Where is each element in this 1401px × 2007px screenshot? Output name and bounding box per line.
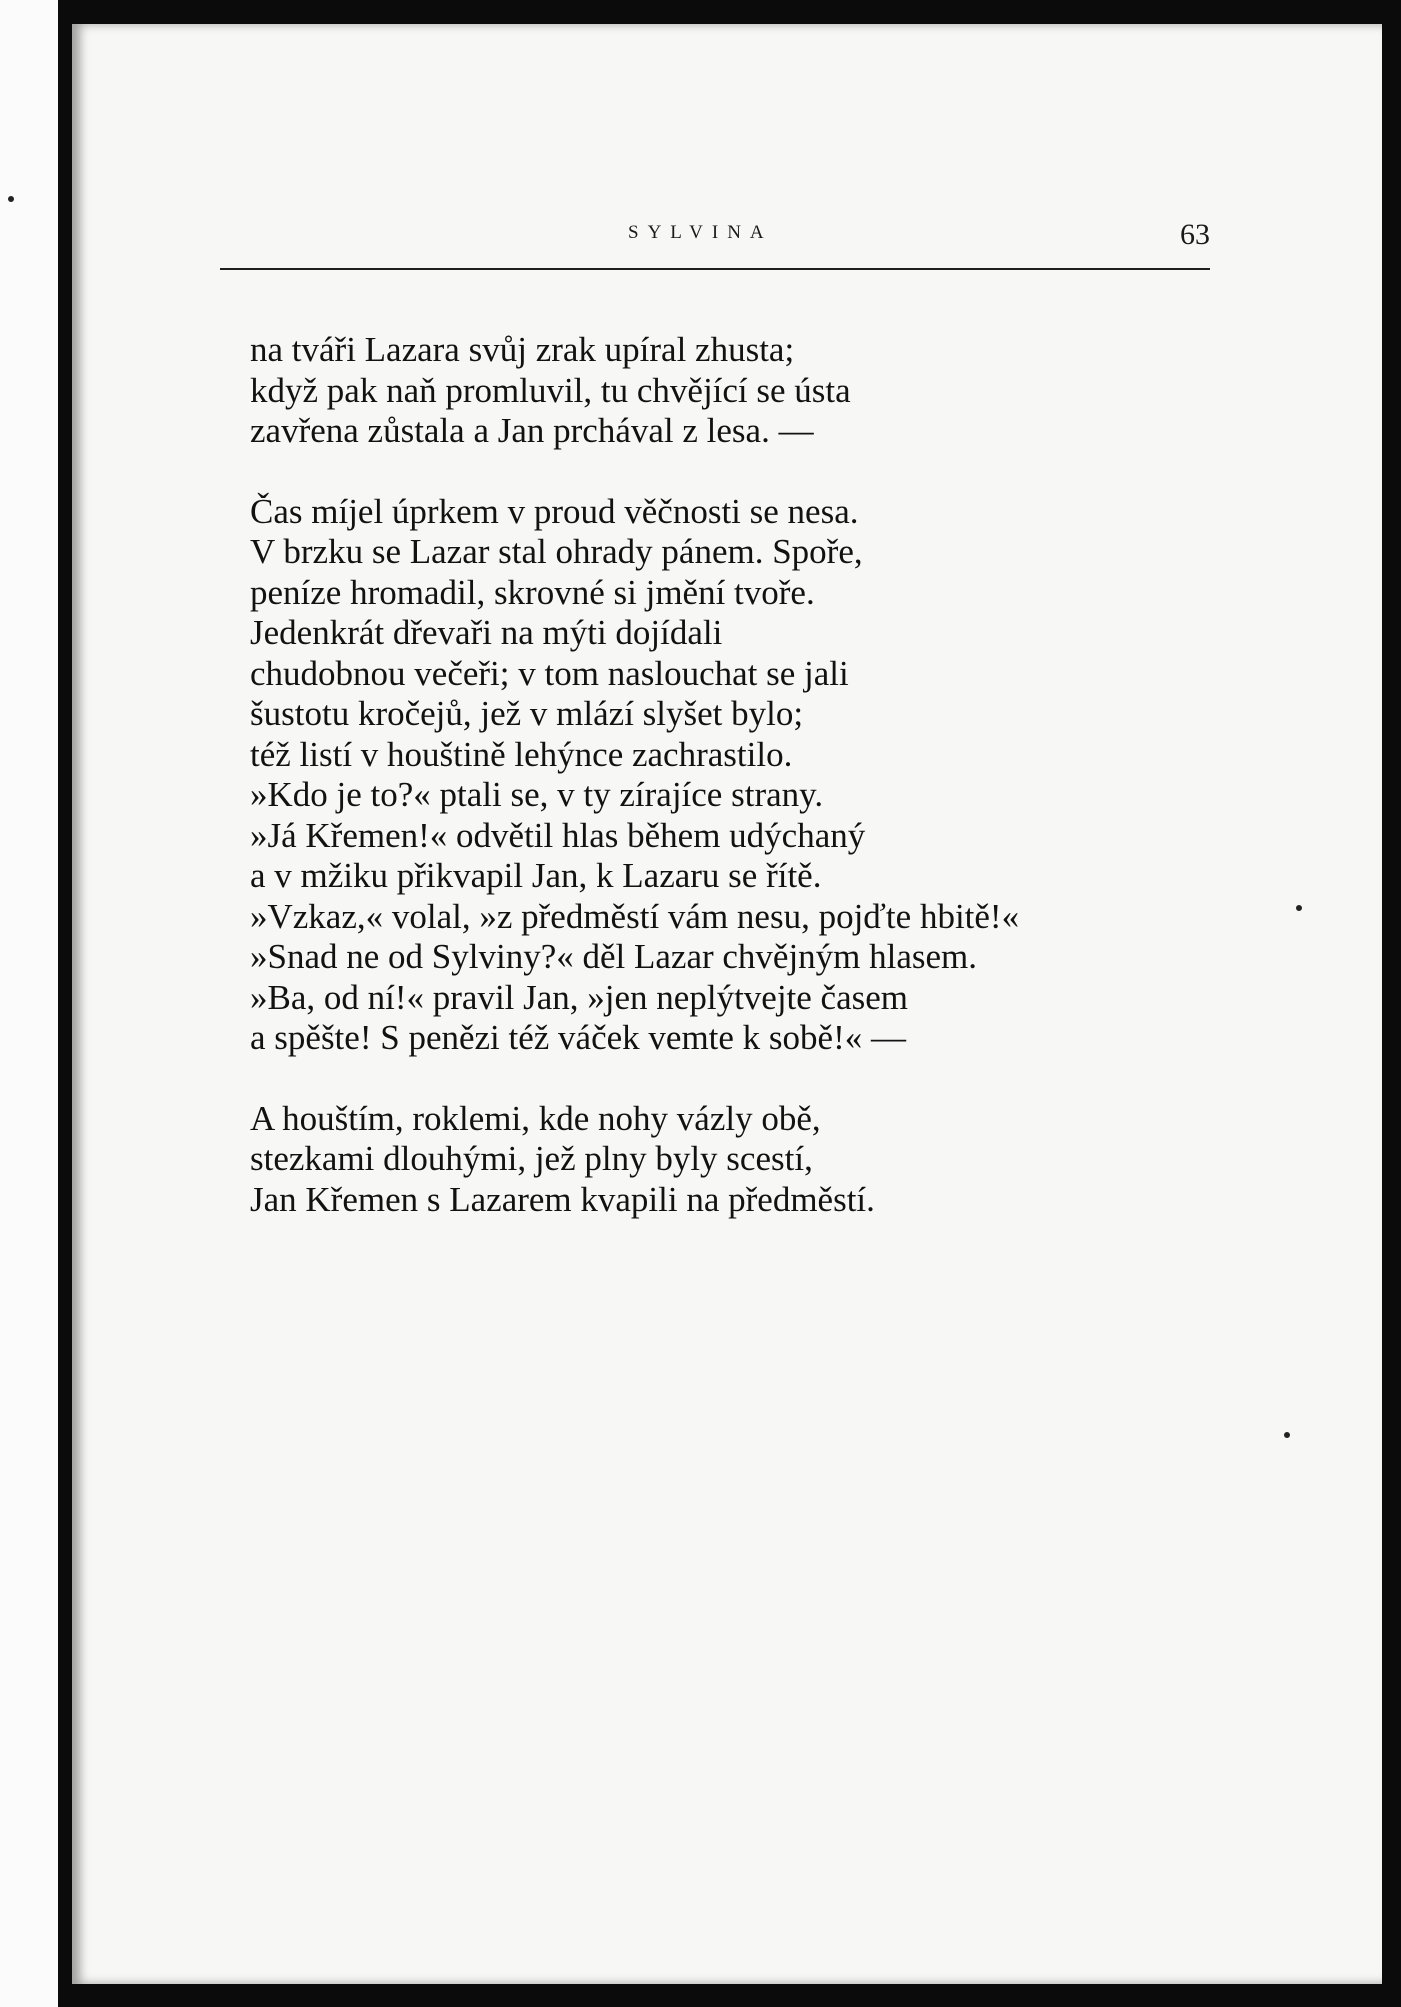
verse-line: Čas míjel úprkem v proud věčnosti se nesa. [250,491,859,531]
verse-line: a spěšte! S penězi též váček vemte k sobě!« — [250,1018,906,1057]
verse-line: »Kdo je to?« ptali se, v ty zírajíce strany. [250,775,824,814]
verse-line: na tváři Lazara svůj zrak upíral zhusta; [250,330,795,369]
verse-line: »Snad ne od Sylviny?« děl Lazar chvějným hlasem. [250,937,978,976]
verse-line: »Ba, od ní!« pravil Jan, »jen neplýtvejte časem [250,977,909,1017]
verse-line: Jedenkrát dřevaři na mýti dojídali [250,613,723,652]
verse-line: »Vzkaz,« volal, »z předměstí vám nesu, pojďte hbitě!« [250,896,1020,936]
verse-line: chudobnou večeři; v tom naslouchat se jali [250,653,849,693]
verse-line: stezkami dlouhými, jež plny byly scestí, [250,1139,813,1178]
page-number: 63 [1180,218,1210,251]
verse-line: a v mžiku přikvapil Jan, k Lazaru se řítě. [250,856,822,895]
verse-line: když pak naň promluvil, tu chvějící se ústa [250,370,851,410]
left-page-margin [0,0,58,2007]
verse-line: zavřena zůstala a Jan prchával z lesa. — [250,411,814,450]
header-rule [220,268,1210,270]
verse-line: A houštím, roklemi, kde nohy vázly obě, [250,1098,821,1138]
verse-line: šustotu kročejů, jež v mlází slyšet bylo; [250,694,804,733]
poem-text [250,330,1250,1260]
verse-line: peníze hromadil, skrovné si jmění tvoře. [250,572,815,612]
scan-speck [1296,905,1302,911]
stanza [250,330,1250,452]
running-title: SYLVINA [628,222,773,243]
verse-line: V brzku se Lazar stal ohrady pánem. Spoře, [250,532,863,571]
page-header [220,218,1210,262]
scan-speck [1284,1432,1290,1438]
stanza [250,492,1250,1059]
verse-line: též listí v houštině lehýnce zachrastilo. [250,734,793,774]
stanza [250,1099,1250,1221]
scan-speck [8,196,14,202]
verse-line: Jan Křemen s Lazarem kvapili na předměstí. [250,1179,875,1219]
verse-line: »Já Křemen!« odvětil hlas během udýchaný [250,815,866,855]
